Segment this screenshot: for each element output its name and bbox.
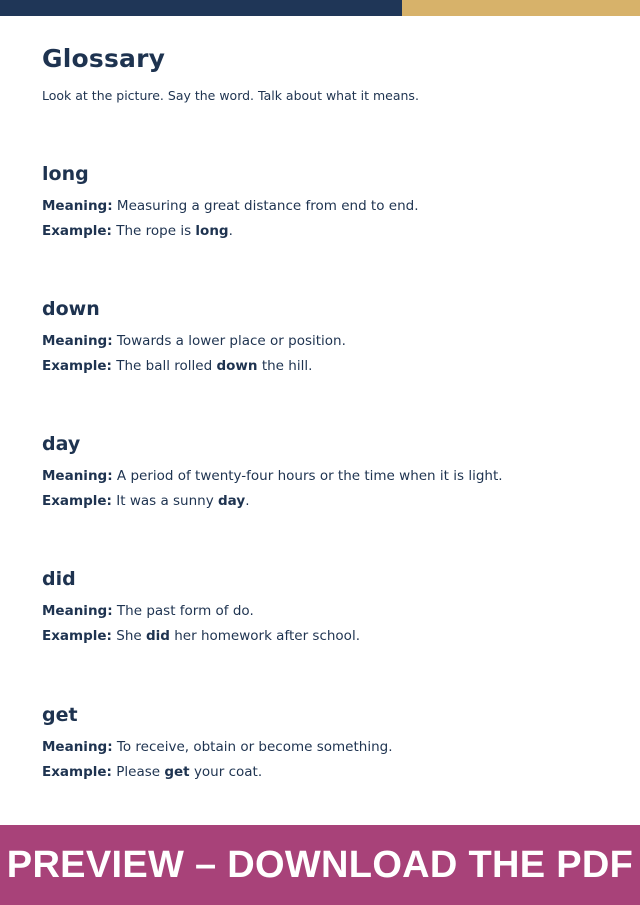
entry-meaning — [42, 737, 602, 757]
entry-word: get — [42, 704, 78, 726]
meaning-label: Meaning: — [42, 468, 113, 484]
example-keyword: long — [195, 223, 229, 239]
example-text: Please — [116, 764, 161, 780]
example-text-after: her homework after school. — [174, 628, 360, 644]
entry-example — [42, 221, 602, 241]
meaning-label: Meaning: — [42, 333, 113, 349]
example-text: The rope is — [116, 223, 192, 239]
entry-word: long — [42, 163, 89, 185]
meaning-text: A period of twenty-four hours or the time when it is light. — [116, 468, 503, 484]
example-text-after: the hill. — [261, 358, 313, 374]
preview-banner-text: PREVIEW – DOWNLOAD THE PDF — [6, 843, 634, 886]
example-keyword: day — [218, 493, 246, 509]
glossary-entry — [42, 701, 602, 782]
example-text-after: . — [245, 493, 250, 509]
example-label: Example: — [42, 628, 112, 644]
meaning-text: The past form of do. — [116, 603, 254, 619]
example-text: The ball rolled — [116, 358, 213, 374]
entry-meaning — [42, 601, 602, 621]
example-text-after: . — [228, 223, 233, 239]
top-accent-bar — [0, 0, 640, 16]
meaning-text: Towards a lower place or position. — [116, 333, 346, 349]
glossary-entry — [42, 295, 602, 376]
top-accent-bar-gold — [402, 0, 640, 16]
meaning-label: Meaning: — [42, 739, 113, 755]
entry-example — [42, 491, 602, 511]
example-text-after: your coat. — [193, 764, 263, 780]
entry-word: down — [42, 298, 100, 320]
entry-meaning — [42, 196, 602, 216]
meaning-label: Meaning: — [42, 603, 113, 619]
example-label: Example: — [42, 223, 112, 239]
entry-meaning — [42, 331, 602, 351]
example-text: She — [116, 628, 142, 644]
glossary-entry — [42, 430, 602, 511]
entry-example — [42, 762, 602, 782]
page-title: Glossary — [42, 44, 166, 73]
page-instruction: Look at the picture. Say the word. Talk about what it means. — [42, 88, 419, 103]
preview-download-banner[interactable] — [0, 825, 640, 905]
top-accent-bar-navy — [0, 0, 402, 16]
example-keyword: down — [216, 358, 258, 374]
entry-word: day — [42, 433, 81, 455]
meaning-label: Meaning: — [42, 198, 113, 214]
example-text: It was a sunny — [116, 493, 214, 509]
entry-example — [42, 626, 602, 646]
entry-example — [42, 356, 602, 376]
example-keyword: get — [164, 764, 190, 780]
example-label: Example: — [42, 493, 112, 509]
example-label: Example: — [42, 764, 112, 780]
example-keyword: did — [145, 628, 170, 644]
glossary-entry — [42, 565, 602, 646]
meaning-text: Measuring a great distance from end to end. — [116, 198, 419, 214]
entry-meaning — [42, 466, 602, 486]
glossary-entry — [42, 160, 602, 241]
entry-word: did — [42, 568, 76, 590]
example-label: Example: — [42, 358, 112, 374]
meaning-text: To receive, obtain or become something. — [116, 739, 393, 755]
